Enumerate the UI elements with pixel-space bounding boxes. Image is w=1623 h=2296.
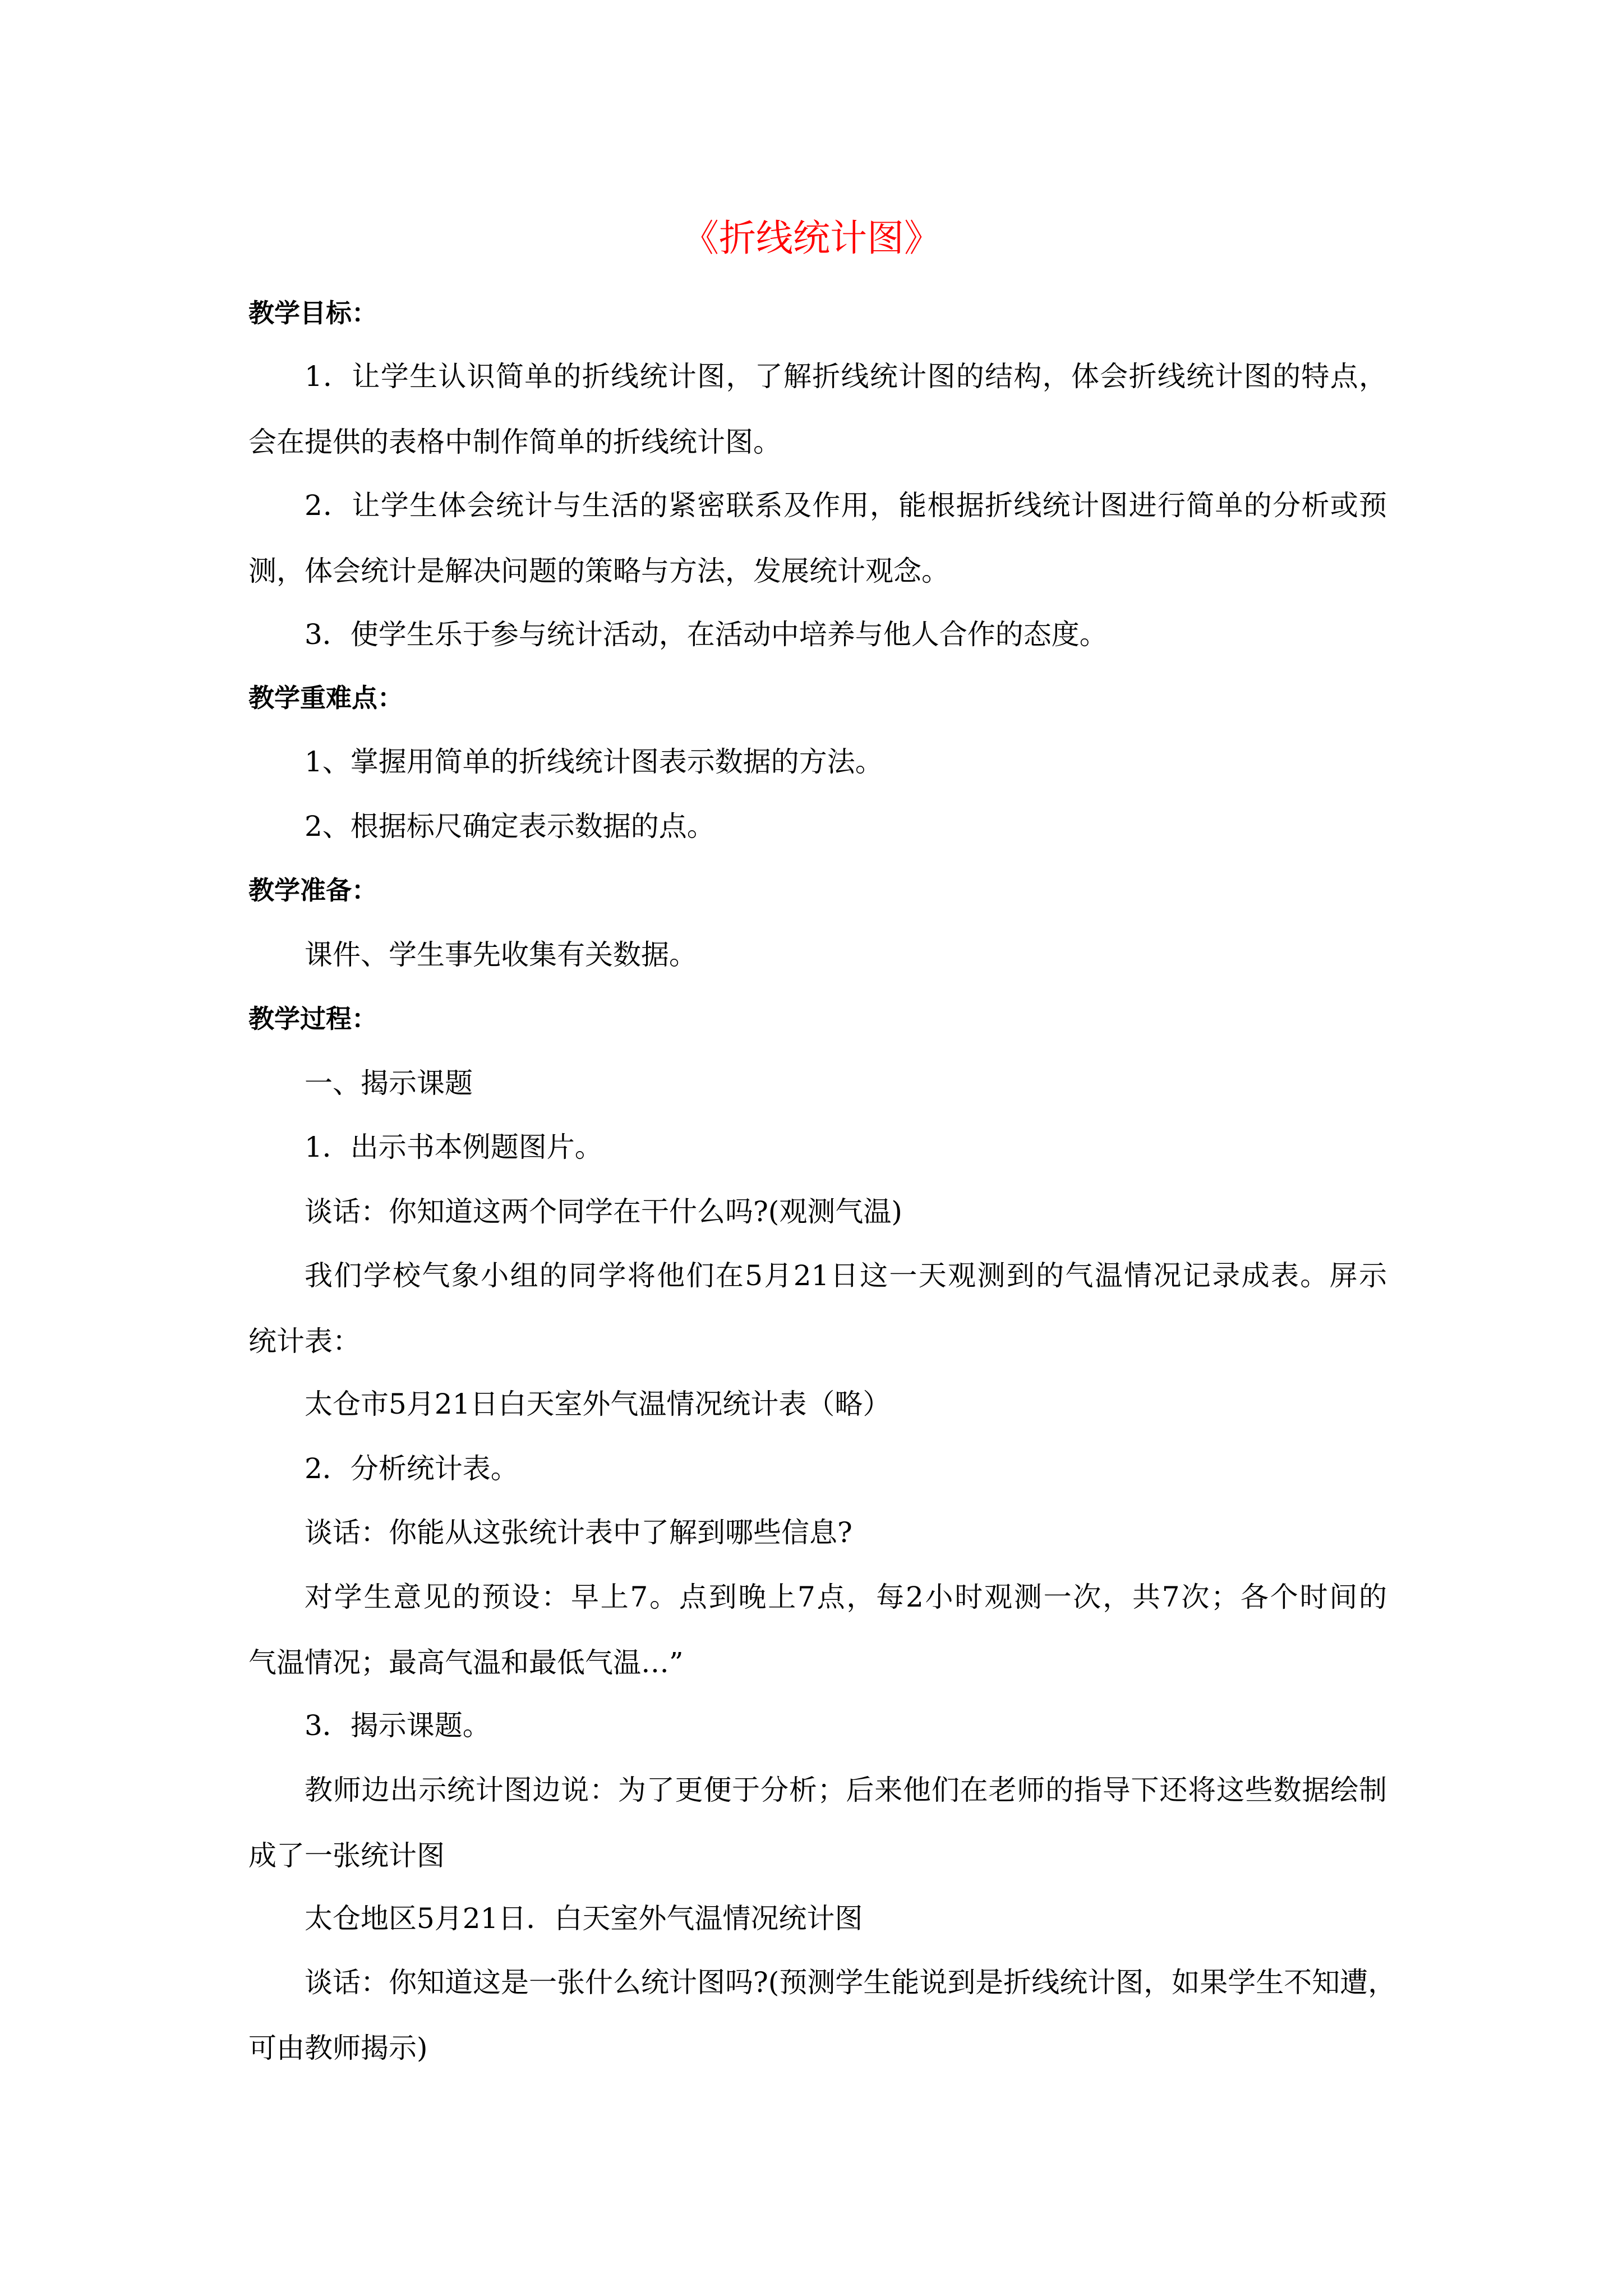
- heading-objectives: 教学目标：: [248, 298, 377, 328]
- process-paragraph-2: [248, 1580, 1387, 1680]
- objective-item-1: [248, 360, 1387, 459]
- process-paragraph-1: [248, 1259, 1387, 1358]
- process-paragraph-3-line1: 教师边出示统计图边说：为了更便于分析；后来他们在老师的指导下还将这些数据绘制: [305, 1774, 1387, 1806]
- process-talk-1: 谈话：你知道这两个同学在干什么吗?(观测气温): [305, 1195, 902, 1228]
- process-paragraph-2-line1: 对学生意见的预设：早上7。点到晚上7点，每2小时观测一次，共7次；各个时间的: [305, 1581, 1387, 1613]
- objective-item-2-line1: 2．让学生体会统计与生活的紧密联系及作用，能根据折线统计图进行简单的分析或预: [305, 489, 1387, 522]
- process-talk-2: 谈话：你能从这张统计表中了解到哪些信息?: [305, 1516, 852, 1549]
- process-step-1: 1．出示书本例题图片。: [305, 1131, 603, 1163]
- key-point-1: 1、掌握用简单的折线统计图表示数据的方法。: [305, 746, 883, 778]
- heading-preparation: 教学准备：: [248, 875, 377, 905]
- process-paragraph-4-line1: 谈话：你知道这是一张什么统计图吗?(预测学生能说到是折线统计图，如果学生不知遭，: [305, 1966, 1396, 1999]
- process-paragraph-1-line2: 统计表：: [248, 1325, 361, 1358]
- heading-process: 教学过程：: [248, 1004, 377, 1034]
- document-title: 《折线统计图》: [682, 217, 941, 260]
- heading-key-points: 教学重难点：: [248, 683, 403, 713]
- process-paragraph-3-line2: 成了一张统计图: [248, 1839, 445, 1872]
- process-step-2: 2．分析统计表。: [305, 1452, 519, 1485]
- objective-item-1-line1: 1．让学生认识简单的折线统计图，了解折线统计图的结构，体会折线统计图的特点，: [305, 360, 1387, 393]
- process-paragraph-2-line2: 气温情况；最高气温和最低气温…”: [248, 1646, 684, 1679]
- process-part-1: 一、揭示课题: [305, 1067, 473, 1099]
- preparation-text: 课件、学生事先收集有关数据。: [305, 938, 697, 971]
- process-step-3: 3．揭示课题。: [305, 1709, 491, 1742]
- process-table-title: 太仓市5月21日白天室外气温情况统计表（略）: [305, 1388, 891, 1420]
- process-chart-title: 太仓地区5月21日．白天室外气温情况统计图: [305, 1902, 863, 1935]
- process-paragraph-3: [248, 1773, 1387, 1872]
- process-paragraph-4: [248, 1966, 1396, 2065]
- objective-item-2: [248, 489, 1387, 588]
- objective-item-1-line2: 会在提供的表格中制作简单的折线统计图。: [248, 426, 781, 458]
- process-paragraph-4-line2: 可由教师揭示): [248, 2032, 428, 2064]
- objective-item-2-line2: 测，体会统计是解决问题的策略与方法，发展统计观念。: [248, 555, 949, 587]
- key-point-2: 2、根据标尺确定表示数据的点。: [305, 810, 715, 843]
- objective-item-3: 3．使学生乐于参与统计活动，在活动中培养与他人合作的态度。: [305, 618, 1108, 651]
- process-paragraph-1-line1: 我们学校气象小组的同学将他们在5月21日这一天观测到的气温情况记录成表。屏示: [305, 1259, 1387, 1292]
